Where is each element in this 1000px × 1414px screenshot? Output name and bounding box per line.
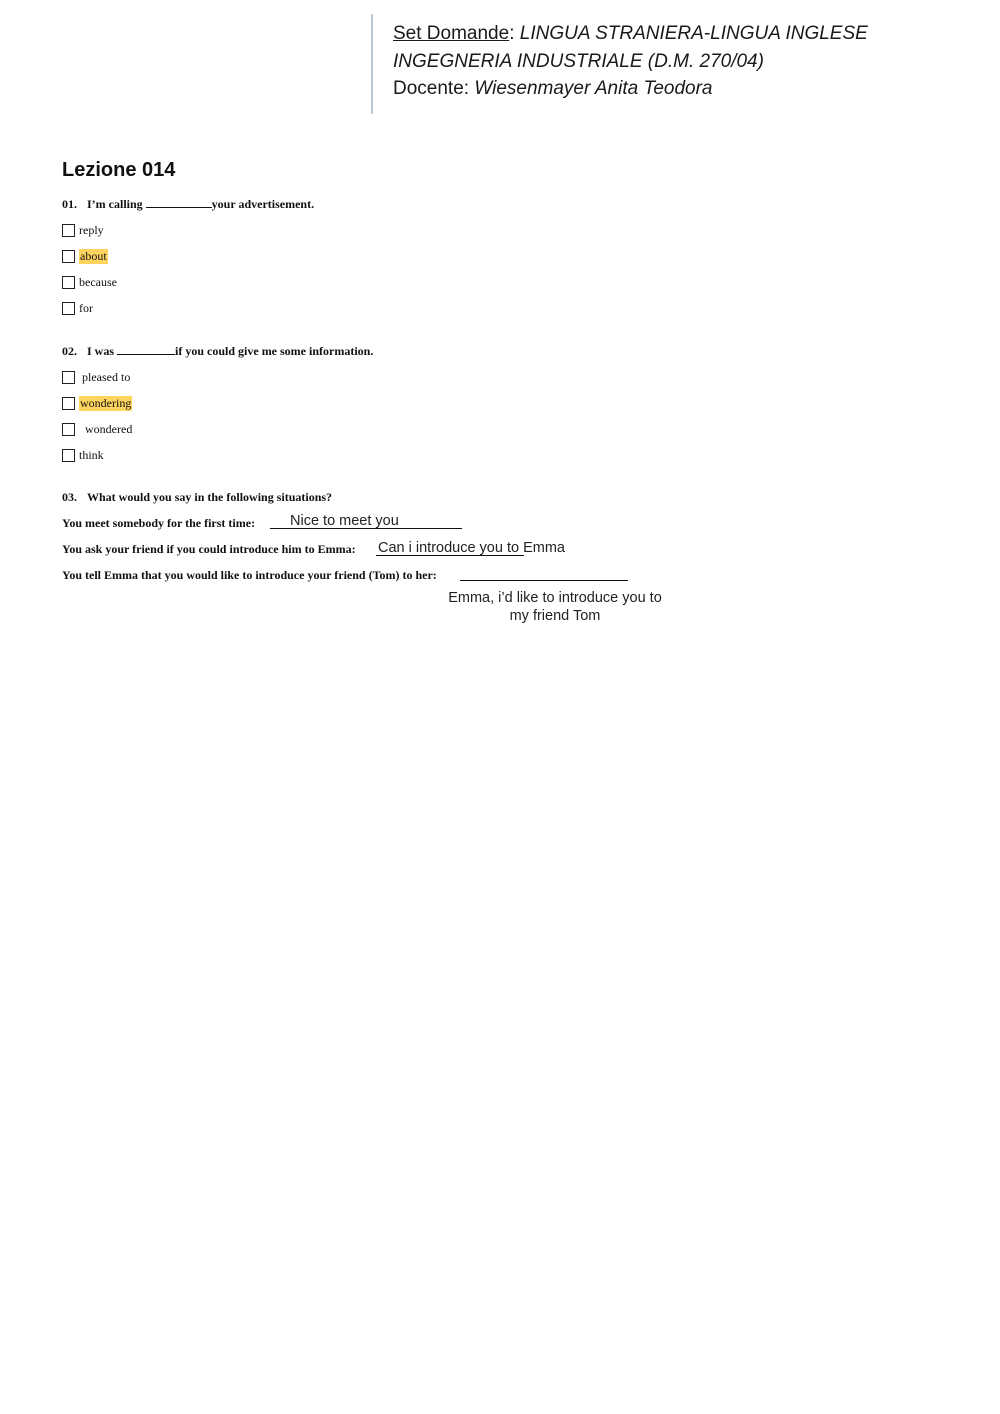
checkbox[interactable] xyxy=(62,250,75,263)
document-header xyxy=(371,14,931,114)
question-text-before: I was xyxy=(87,344,115,358)
lesson-title: Lezione 014 xyxy=(62,159,176,181)
situation-1-prompt: You meet somebody for the first time: xyxy=(62,516,256,530)
option-because[interactable] xyxy=(62,275,117,290)
teacher-label: Docente: xyxy=(393,78,470,99)
answer-text: Can i introduce you to xyxy=(378,540,520,556)
option-label: reply xyxy=(79,223,104,237)
question-text: What would you say in the following situations? xyxy=(87,490,333,504)
question-02 xyxy=(62,344,373,359)
option-label: think xyxy=(79,448,104,462)
colon: : xyxy=(509,23,515,44)
answer-tail: Emma xyxy=(523,540,565,556)
answer-blank xyxy=(117,344,175,355)
checkbox[interactable] xyxy=(62,371,75,384)
option-think[interactable] xyxy=(62,448,104,463)
question-03 xyxy=(62,490,332,505)
checkbox[interactable] xyxy=(62,224,75,237)
teacher-name: Wiesenmayer Anita Teodora xyxy=(474,78,713,99)
situation-3-answer[interactable] xyxy=(425,589,685,625)
course-name: LINGUA STRANIERA-LINGUA INGLESE xyxy=(519,23,868,44)
checkbox[interactable] xyxy=(62,302,75,315)
question-number: 03. xyxy=(62,490,77,504)
answer-line-text-1: Emma, i’d like to introduce you to xyxy=(448,590,662,606)
teacher-line xyxy=(393,75,931,103)
checkbox[interactable] xyxy=(62,276,75,289)
option-label: for xyxy=(79,301,93,315)
option-label: because xyxy=(79,275,117,289)
answer-line-3 xyxy=(460,580,628,581)
checkbox[interactable] xyxy=(62,397,75,410)
option-wondering[interactable] xyxy=(62,396,132,411)
situation-2-prompt: You ask your friend if you could introduce him to Emma: xyxy=(62,542,356,556)
option-label: pleased to xyxy=(82,370,131,384)
question-text-after: your advertisement. xyxy=(211,197,315,211)
question-number: 02. xyxy=(62,344,77,358)
checkbox[interactable] xyxy=(62,449,75,462)
question-text-after: if you could give me some information. xyxy=(175,344,374,358)
set-label: Set Domande xyxy=(393,23,510,44)
answer-line-text-2: my friend Tom xyxy=(509,608,601,624)
situation-2-answer[interactable] xyxy=(378,540,565,556)
option-about[interactable] xyxy=(62,249,108,264)
question-number: 01. xyxy=(62,197,77,211)
situation-3-prompt: You tell Emma that you would like to introduce your friend (Tom) to her: xyxy=(62,568,437,582)
option-reply[interactable] xyxy=(62,223,104,238)
question-01 xyxy=(62,197,314,212)
course-line-1 xyxy=(393,20,931,48)
option-pleased-to[interactable] xyxy=(62,370,130,385)
checkbox[interactable] xyxy=(62,423,75,436)
course-line-2: INGEGNERIA INDUSTRIALE (D.M. 270/04) xyxy=(393,50,764,72)
option-label-highlighted: wondering xyxy=(80,396,132,410)
option-label: wondered xyxy=(85,422,133,436)
question-text-before: I’m calling xyxy=(87,197,143,211)
option-label-highlighted: about xyxy=(80,249,107,263)
answer-blank xyxy=(146,197,212,208)
option-wondered[interactable] xyxy=(62,422,132,437)
option-for[interactable] xyxy=(62,301,93,316)
situation-1-answer[interactable]: Nice to meet you xyxy=(290,513,399,529)
